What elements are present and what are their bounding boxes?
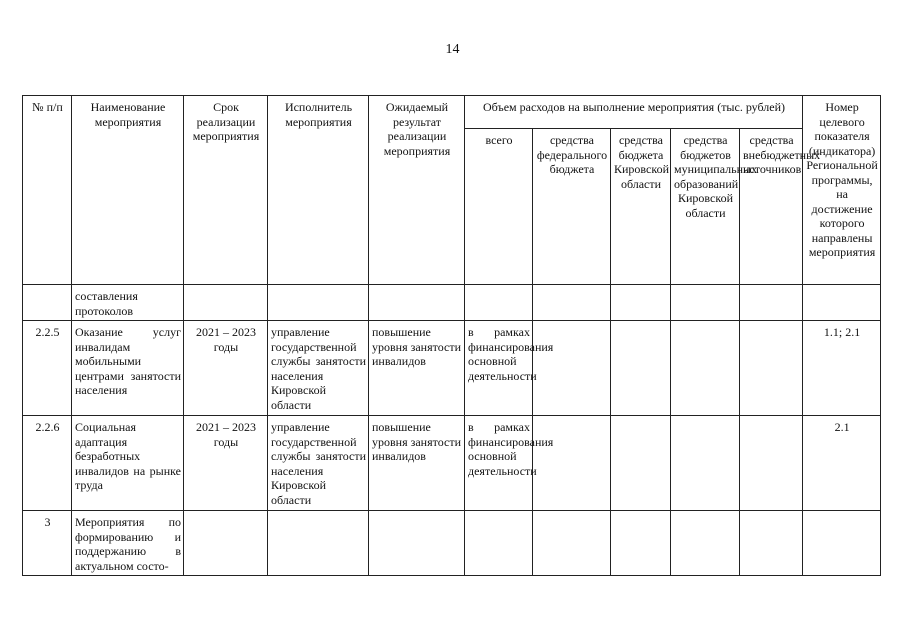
cell-term: 2021 – 2023 годы: [184, 321, 268, 416]
cell-term: 2021 – 2023 годы: [184, 416, 268, 511]
header-name: Наименование мероприятия: [72, 96, 184, 285]
header-municipal: средства бюджетов муниципальных образований Кировской области: [671, 129, 740, 285]
header-executor: Исполнитель мероприятия: [268, 96, 369, 285]
cell-total: [465, 285, 533, 321]
cell-executor: [268, 285, 369, 321]
cell-executor: управление государственной службы занятости населения Кировской области: [268, 416, 369, 511]
cell-extrabudget: [740, 285, 803, 321]
cell-federal: [533, 285, 611, 321]
activities-table: [22, 95, 881, 576]
cell-extrabudget: [740, 511, 803, 576]
cell-term: [184, 285, 268, 321]
cell-term: [184, 511, 268, 576]
cell-total: [465, 511, 533, 576]
cell-municipal: [671, 416, 740, 511]
cell-name: Оказание услуг инвалидам мобильными центрами занятости населения: [72, 321, 184, 416]
cell-result: [369, 285, 465, 321]
cell-municipal: [671, 285, 740, 321]
page-number: 14: [445, 42, 460, 57]
table-row: [23, 416, 881, 511]
cell-regional: [611, 416, 671, 511]
cell-name: Мероприятия по формированию и поддержанию в актуальном состо-: [72, 511, 184, 576]
cell-federal: [533, 416, 611, 511]
cell-executor: [268, 511, 369, 576]
header-federal: средства федерального бюджета: [533, 129, 611, 285]
header-total: всего: [465, 129, 533, 285]
header-term: Срок реализации мероприятия: [184, 96, 268, 285]
cell-executor: управление государственной службы занятости населения Кировской области: [268, 321, 369, 416]
table-row: [23, 285, 881, 321]
header-result: Ожидаемый результат реализации мероприятия: [369, 96, 465, 285]
cell-indicator: [803, 285, 881, 321]
table-row: [23, 511, 881, 576]
cell-num: 3: [23, 511, 72, 576]
cell-num: 2.2.5: [23, 321, 72, 416]
cell-extrabudget: [740, 416, 803, 511]
cell-result: повышение уровня занятости инвалидов: [369, 321, 465, 416]
cell-name: составления протоколов: [72, 285, 184, 321]
cell-result: [369, 511, 465, 576]
cell-extrabudget: [740, 321, 803, 416]
cell-total: в рамках финансирования основной деятельности: [465, 321, 533, 416]
header-indicator: Номер целевого показателя (индикатора) Региональной программы, на достижение которого направлены мероприятия: [803, 96, 881, 285]
cell-num: 2.2.6: [23, 416, 72, 511]
cell-indicator: 2.1: [803, 416, 881, 511]
cell-regional: [611, 321, 671, 416]
header-expenses: Объем расходов на выполнение мероприятия (тыс. рублей): [465, 96, 803, 129]
cell-result: повышение уровня занятости инвалидов: [369, 416, 465, 511]
header-num: № п/п: [23, 96, 72, 285]
header-row-1: [23, 96, 881, 129]
cell-federal: [533, 511, 611, 576]
header-regional: средства бюджета Кировской области: [611, 129, 671, 285]
cell-num: [23, 285, 72, 321]
header-extrabudget: средства внебюджетных источников: [740, 129, 803, 285]
cell-indicator: 1.1; 2.1: [803, 321, 881, 416]
cell-municipal: [671, 321, 740, 416]
cell-regional: [611, 285, 671, 321]
cell-regional: [611, 511, 671, 576]
cell-total: в рамках финансирования основной деятельности: [465, 416, 533, 511]
cell-indicator: [803, 511, 881, 576]
table-row: [23, 321, 881, 416]
cell-municipal: [671, 511, 740, 576]
cell-name: Социальная адаптация безработных инвалидов на рынке труда: [72, 416, 184, 511]
cell-federal: [533, 321, 611, 416]
